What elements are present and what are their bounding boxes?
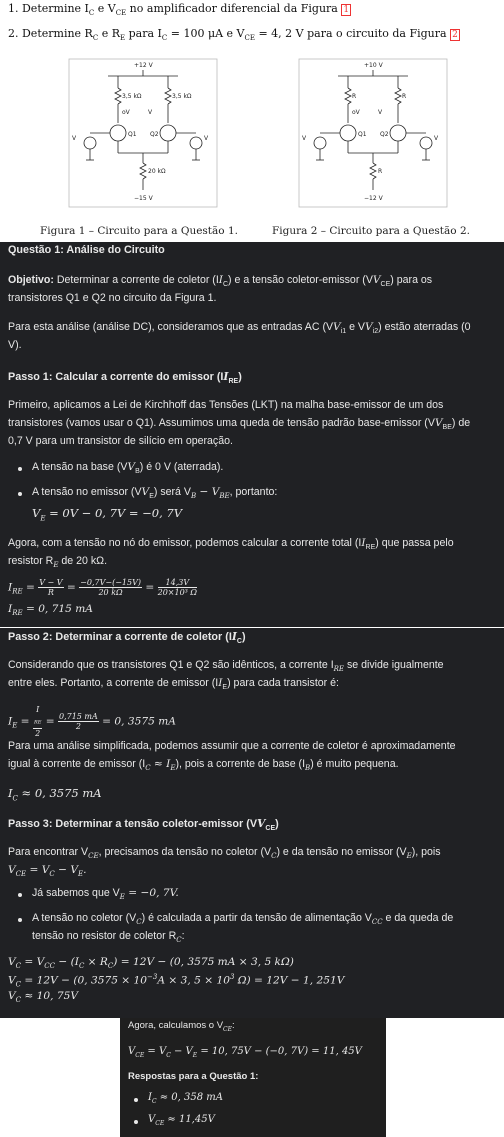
bullet-icon [134,1098,138,1102]
fig2-q1-label: Q1 [358,131,367,138]
objective-line-2: transistores Q1 e Q2 no circuito da Figura 1. [8,292,217,304]
equation-vce-definition: $V_{CE} = V_C - V_E$. [8,864,87,879]
objective-line-1: Objetivo: Determinar a corrente de coletor $(II_C)$ e a tensão coletor-emissor $(VV_{CE})$ para os [8,274,433,289]
step-2-heading: Passo 2: Determinar a corrente de coletor $(II_C)$ [8,630,246,646]
fig2-vee-label: −12 V [364,195,383,202]
dc-analysis-line-2: V). [8,339,22,351]
answers-title: Respostas para a Questão 1: [128,1071,259,1082]
step-1-paragraph-line-2: transistores (vamos usar o Q1). Assumimos uma queda de tensão padrão base-emissor $(VV_{BE})$ de [8,417,471,432]
answer-vce: $V_{CE} \approx 11,45V$ [148,1114,215,1127]
fig2-q2-label: Q2 [380,131,389,138]
fig2-rc2-label: R [402,93,407,100]
bullet-base-voltage: A tensão na base $(VV_B)$ é 0 V (aterrada). [32,461,224,476]
fig2-vc1-label: oV [352,109,360,116]
fig1-vi2-label: V [204,135,209,142]
question-2-text: 2. Determine $R_C$ e $R_E$ para $I_C = 100$ μA e $V_{CE} = 4$, 2 V para o circuito da Figura 2 [8,27,458,43]
equation-ire: $I_{RE}$ = $\frac{V - V}{R}$ = $\frac{-0,7V-(-15V)}{20 k\Omega}$ = $\frac{14,3V}{\text{20×10³ Ω}}$ [8,578,198,597]
fig1-vee-label: −15 V [134,195,153,202]
step-1-paragraph-line-1: Primeiro, aplicamos a Lei de Kirchhoff das Tensões (LKT) na malha base-emissor de um dos [8,399,444,411]
equation-vc-2: $V_C = 12V - (0$, $3575 \times 10^{-3}A \times 3$, $5 \times 10^3$ Ω) = 12V − 1, 251V [8,973,345,989]
figure-1-caption: Figura 1 – Circuito para a Questão 1. [40,225,238,237]
fig1-q2-label: Q2 [150,131,159,138]
final-calc-intro: Agora, calculamos o $V_{CE}$: [128,1020,235,1033]
bullet-icon [18,492,22,496]
dc-analysis-line-1: Para esta análise (análise DC), consideramos que as entradas AC ($VV_{i1}$ e $VV_{i2}$) estão aterradas (0 [8,321,471,336]
solution-panel-1 [0,242,504,627]
step-3-paragraph-line-1: Para encontrar $V_{CE}$, precisamos da tensão no coletor $(V_C)$ e da tensão no emissor $(V_E)$, pois [8,846,441,861]
figure-1-link[interactable]: 1 [343,5,350,15]
step-2-paragraph-line-2: entre eles. Portanto, a corrente de emissor $(II_E)$ para cada transistor é: [8,677,339,692]
answer-ic: $I_C \approx 0$, 358 mA [148,1092,223,1105]
figure-1-circuit [68,58,218,208]
fig1-vi1-label: V [72,135,77,142]
solution-panel-2 [0,628,504,1018]
fig1-re-label: 20 kΩ [148,168,166,175]
figure-2-circuit [298,58,448,208]
equation-ire-result: $I_{RE} = 0$, 715 mA [8,603,93,618]
figure-2-caption: Figura 2 – Circuito para a Questão 2. [272,225,470,237]
step-1-heading: Passo 1: Calcular a corrente do emissor $(II_{RE})$ [8,370,242,386]
fig1-rc1-label: 3,5 kΩ [122,93,142,100]
step-2-paragraph-line-4: igual à corrente de emissor $(I_C \approx I_E)$, pois a corrente de base $(I_B)$ é muito pequena. [8,758,399,773]
step-1-paragraph-line-3: 0,7 V para um transistor de silício em operação. [8,435,233,447]
fig2-vc2-label: V [378,109,383,116]
bullet-emitter-voltage: A tensão no emissor $(VV_E)$ será $V_B - V_{BE}$, portanto: [32,486,278,501]
fig2-re-label: R [378,168,383,175]
solution-panel-3 [120,1018,386,1137]
fig2-vcc-label: +10 V [364,62,383,69]
solution-title: Questão 1: Análise do Circuito [8,244,165,256]
bullet-icon [18,467,22,471]
equation-vc-1: $V_C = V_{CC} - (I_C \times R_C) = 12V - (0$, 3575 mA × 3, 5 kΩ) [8,956,294,971]
equation-vc-3: $V_C \approx 10$, 75V [8,990,78,1005]
fig2-vi1-label: V [302,135,307,142]
question-1-text: 1. Determine $I_C$ e $V_{CE}$ no amplificador diferencial da Figura 1 [8,2,350,18]
step-1-paragraph-line-5: resistor $R_E$ de 20 kΩ. [8,555,108,570]
equation-ve: $V_E = 0V - 0$, 7V = −0, 7V [32,506,183,523]
fig1-rc2-label: 3,5 kΩ [172,93,192,100]
step-3-heading: Passo 3: Determinar a tensão coletor-emissor $(VV_{CE})$ [8,817,279,833]
document-page [0,0,504,242]
bullet-icon [134,1120,138,1124]
equation-ie: $I_E$ = I $_{RE}$ 2 = $\frac{0,715 mA}{2}$ = 0, 3575 mA [8,705,176,738]
step-2-paragraph-line-1: Considerando que os transistores Q1 e Q2 são idênticos, a corrente $I_{RE}$ se divide igualmente [8,659,444,674]
fig1-vc2-label: V [148,109,153,116]
step-1-paragraph-line-4: Agora, com a tensão no nó do emissor, podemos calcular a corrente total $(II_{RE})$ que passa pelo [8,537,454,552]
fig1-vc1-label: oV [122,109,130,116]
bullet-collector-voltage-line-2: tensão no resistor de coletor $R_C$: [32,930,185,945]
equation-ic: $I_C \approx 0$, 3575 mA [8,786,102,803]
figure-2-link[interactable]: 2 [452,30,458,40]
fig1-q1-label: Q1 [128,131,137,138]
bullet-icon [18,893,22,897]
fig2-rc1-label: R [352,93,357,100]
fig2-vi2-label: V [434,135,439,142]
bullet-known-ve: Já sabemos que $V_E = -0$, 7V. [32,887,179,902]
step-2-paragraph-line-3: Para uma análise simplificada, podemos assumir que a corrente de coletor é aproximadamente [8,740,456,752]
fig1-vcc-label: +12 V [134,62,153,69]
equation-vce-final: $V_{CE} = V_C - V_E = 10$, 75V − (−0, 7V) = 11, 45V [128,1046,362,1059]
bullet-icon [18,918,22,922]
bullet-collector-voltage: A tensão no coletor $(V_C)$ é calculada a partir da tensão de alimentação $V_{CC}$ e da queda de [32,912,454,927]
